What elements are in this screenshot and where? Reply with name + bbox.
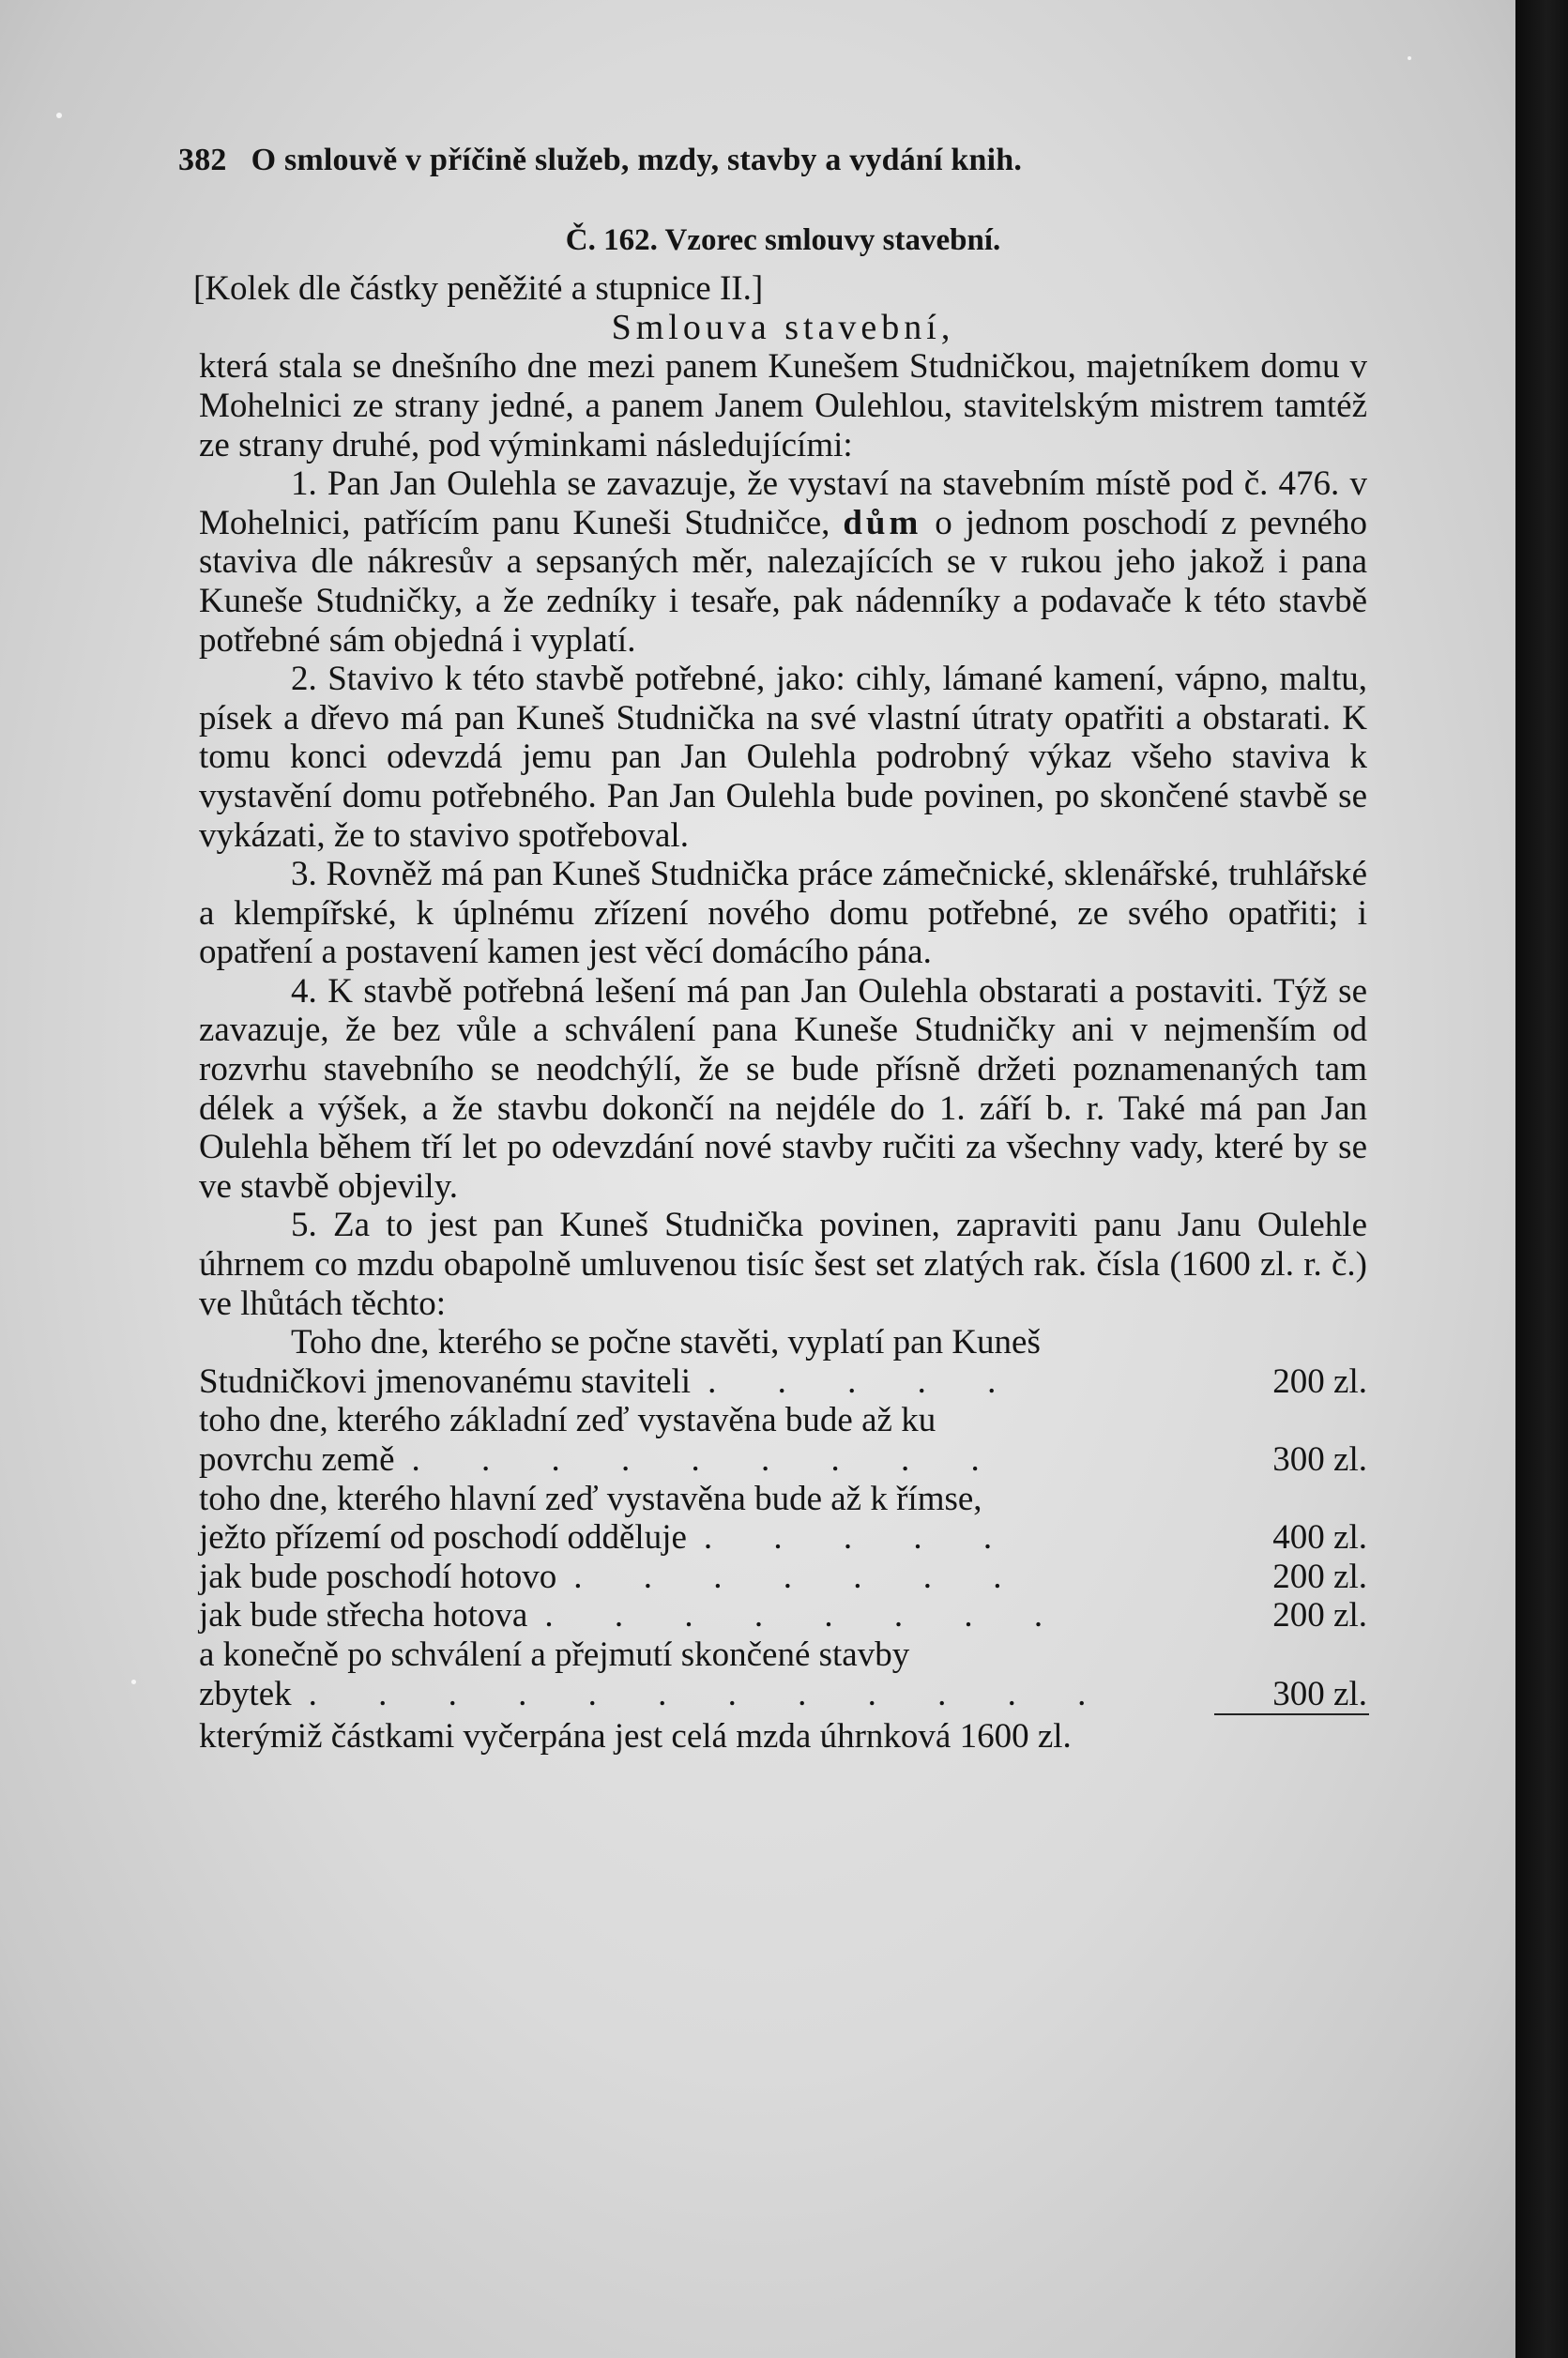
intro-paragraph — [199, 347, 1367, 464]
clause-1-spaced-word: dům — [843, 503, 922, 542]
page-text — [178, 141, 1367, 1757]
schedule-label: jak bude střecha hotova — [199, 1596, 528, 1635]
schedule-pre-0: Toho dne, kterého se počne stavěti, vyplatí pan Kuneš — [291, 1323, 1041, 1362]
schedule-amount: 200 zl. — [1272, 1557, 1367, 1596]
clause-2: 2. Stavivo k této stavbě potřebné, jako: cihly, lámané kamení, vápno, maltu, písek a dřevo má pan Kuneš Studnička na své vlastní útraty opatřiti a obstarati. K tomu konci odevzdá jemu pan Jan Oulehla podrobný výkaz všeho staviva k vystavění domu potřebného. Pan Jan Oulehla bude povinen, po skončené stavbě se vykázati, že to stavivo spotřeboval. — [199, 660, 1367, 855]
clause-4: 4. K stavbě potřebná lešení má pan Jan Oulehla obstarati a postaviti. Týž se zavazuje, že bez vůle a schválení pana Kuneše Studničky ani v nejmenším od rozvrhu stavebního se neodchýlí, že se bude přísně držeti poznamenaných tam délek a výšek, a že stavbu dokončí na nejdéle do 1. září b. r. Také má pan Jan Oulehla během tří let po odevzdání nové stavby ručiti za všechny vady, které by se ve stavbě objevily. — [199, 971, 1367, 1206]
running-head-title: O smlouvě v příčině služeb, mzdy, stavby a vydání knih. — [251, 143, 1023, 177]
clause-3: 3. Rovněž má pan Kuneš Studnička práce zámečnické, sklenářské, truhlářské a klempířské, k úplnému zřízení nového domu potřebné, ze svého opatřiti; i opatření a postavení kamen jest věcí domácího pána. — [199, 855, 1367, 972]
clause-1 — [199, 464, 1367, 660]
stamp-note: [Kolek dle částky peněžité a stupnice II.] — [193, 269, 764, 309]
schedule-amount: 200 zl. — [1272, 1596, 1367, 1635]
payment-schedule — [199, 1323, 1367, 1757]
leader-dots: . . . . . . . . — [544, 1596, 1070, 1635]
leader-dots: . . . . . — [703, 1518, 1019, 1558]
schedule-row — [199, 1675, 1367, 1714]
schedule-amount: 300 zl. — [1272, 1440, 1367, 1479]
schedule-row — [199, 1518, 1367, 1558]
schedule-label: ježto přízemí od poschodí odděluje — [199, 1518, 687, 1558]
section-heading: Č. 162. Vzorec smlouvy stavební. — [565, 222, 1001, 257]
contract-title: Smlouva stavební, — [611, 307, 955, 347]
scan-border — [1515, 0, 1568, 2358]
schedule-pre-5: a konečně po schválení a přejmutí skončené stavby — [199, 1635, 910, 1674]
leader-dots: . . . . . . . — [573, 1557, 1028, 1596]
schedule-label: zbytek — [199, 1674, 292, 1713]
schedule-label: jak bude poschodí hotovo — [199, 1557, 557, 1596]
schedule-pre-2: toho dne, kterého hlavní zeď vystavěna bude až k římse, — [199, 1479, 982, 1518]
schedule-pre-1: toho dne, kterého základní zeď vystavěna bude až ku — [199, 1401, 936, 1440]
leader-dots: . . . . . — [708, 1362, 1023, 1401]
schedule-row — [199, 1440, 1367, 1480]
schedule-label: Studničkovi jmenovanému staviteli — [199, 1362, 692, 1401]
schedule-row — [199, 1596, 1367, 1635]
scan-speck — [56, 113, 62, 118]
total-line: kterýmiž částkami vyčerpána jest celá mzda úhrnková 1600 zl. — [199, 1717, 1072, 1757]
clause-1-text-b: o jednom poschodí z pevného staviva dle nákresův a sepsaných měr, nalezajících se v rukou jeho jakož i pana Kuneše Studničky, a že zedníky i tesaře, pak nádenníky a podavače k této stavbě potřebné sám objedná i vyplatí. — [199, 503, 1367, 660]
schedule-amount: 300 zl. — [1272, 1674, 1367, 1713]
page-number: 382 — [178, 143, 227, 177]
schedule-amount: 400 zl. — [1272, 1518, 1367, 1558]
clause-1-text-a: 1. Pan Jan Oulehla se zavazuje, že vystaví na stavebním místě pod č. 476. v Mohelnici, patřícím panu Kuneši Studničce, — [199, 464, 1367, 542]
schedule-row — [199, 1558, 1367, 1597]
scan-speck — [1408, 56, 1411, 60]
leader-dots: . . . . . . . . . . . . — [308, 1674, 1113, 1713]
schedule-label: povrchu země — [199, 1440, 395, 1479]
leader-dots: . . . . . . . . . — [411, 1440, 1006, 1479]
scan-speck — [131, 1680, 136, 1684]
clause-5: 5. Za to jest pan Kuneš Studnička povinen, zapraviti panu Janu Oulehle úhrnem co mzdu obapolně umluvenou tisíc šest set zlatých rak. čísla (1600 zl. r. č.) ve lhůtách těchto: — [199, 1206, 1367, 1323]
schedule-row — [199, 1362, 1367, 1402]
intro-text: která stala se dnešního dne mezi panem Kunešem Studničkou, majetníkem domu v Mohelnici ze strany jedné, a panem Janem Oulehlou, stavitelským mistrem tamtéž ze strany druhé, pod výminkami následujícími: — [199, 347, 1367, 464]
running-head — [178, 141, 1367, 180]
sum-rule — [1214, 1713, 1369, 1715]
schedule-amount: 200 zl. — [1272, 1362, 1367, 1401]
